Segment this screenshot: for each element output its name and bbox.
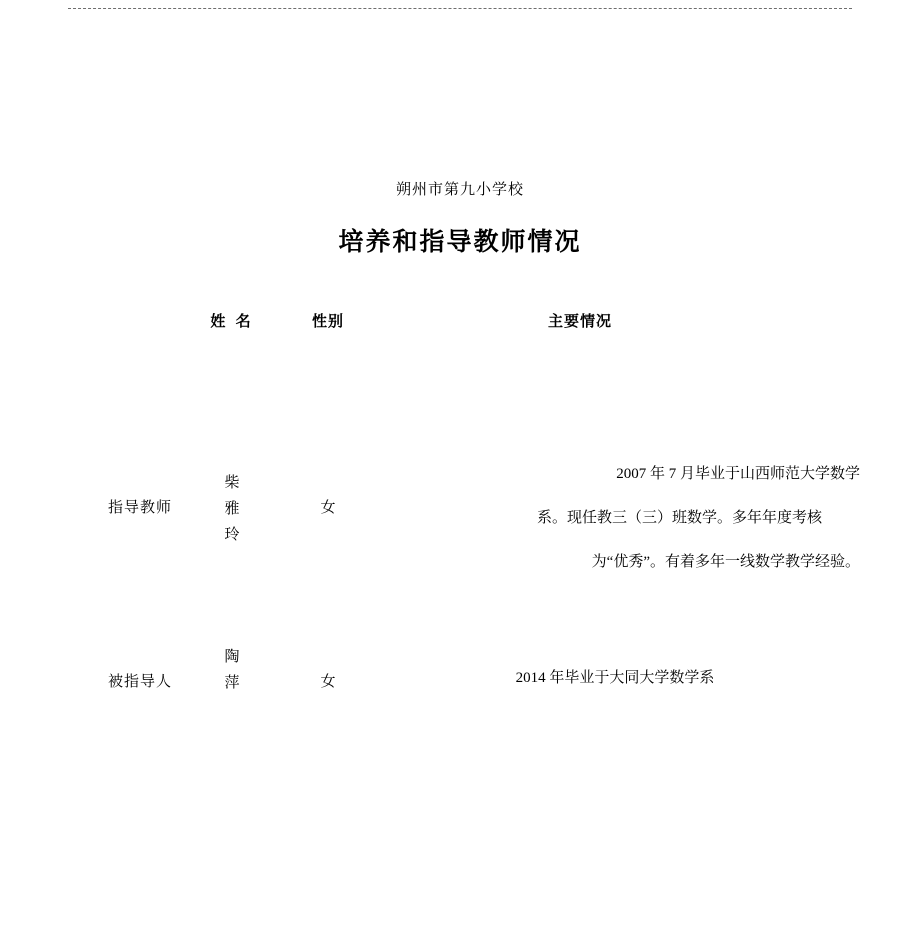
cell-detail	[370, 452, 860, 584]
cell-name	[208, 644, 256, 696]
table-header-row	[80, 310, 860, 350]
detail-line: 2014 年毕业于大同大学数学系	[515, 670, 715, 686]
name-char: 萍	[224, 674, 240, 691]
column-header-gender: 性别	[311, 313, 344, 330]
name-char: 雅	[224, 500, 240, 517]
cell-role: 被指导人	[107, 673, 172, 690]
cell-name	[208, 470, 256, 548]
name-char: 柴	[224, 474, 240, 491]
cell-gender: 女	[320, 499, 336, 516]
name-char: 陶	[224, 648, 240, 665]
table-row	[80, 630, 860, 740]
cell-role: 指导教师	[107, 499, 172, 516]
cell-gender: 女	[320, 673, 336, 690]
name-char: 玲	[224, 526, 240, 543]
school-name: 朔州市第九小学校	[395, 181, 524, 198]
page-title: 培养和指导教师情况	[338, 228, 582, 256]
table-row	[80, 438, 860, 588]
detail-line: 系。现任教三（三）班数学。多年年度考核	[536, 510, 822, 526]
cell-detail	[370, 656, 920, 700]
column-header-name: 姓 名	[210, 313, 254, 330]
teacher-info-table	[80, 310, 860, 740]
detail-line: 2007 年 7 月毕业于山西师范大学数学	[616, 466, 860, 482]
column-header-detail: 主要情况	[547, 313, 612, 330]
detail-line: 为“优秀”。有着多年一线数学教学经验。	[591, 554, 860, 570]
